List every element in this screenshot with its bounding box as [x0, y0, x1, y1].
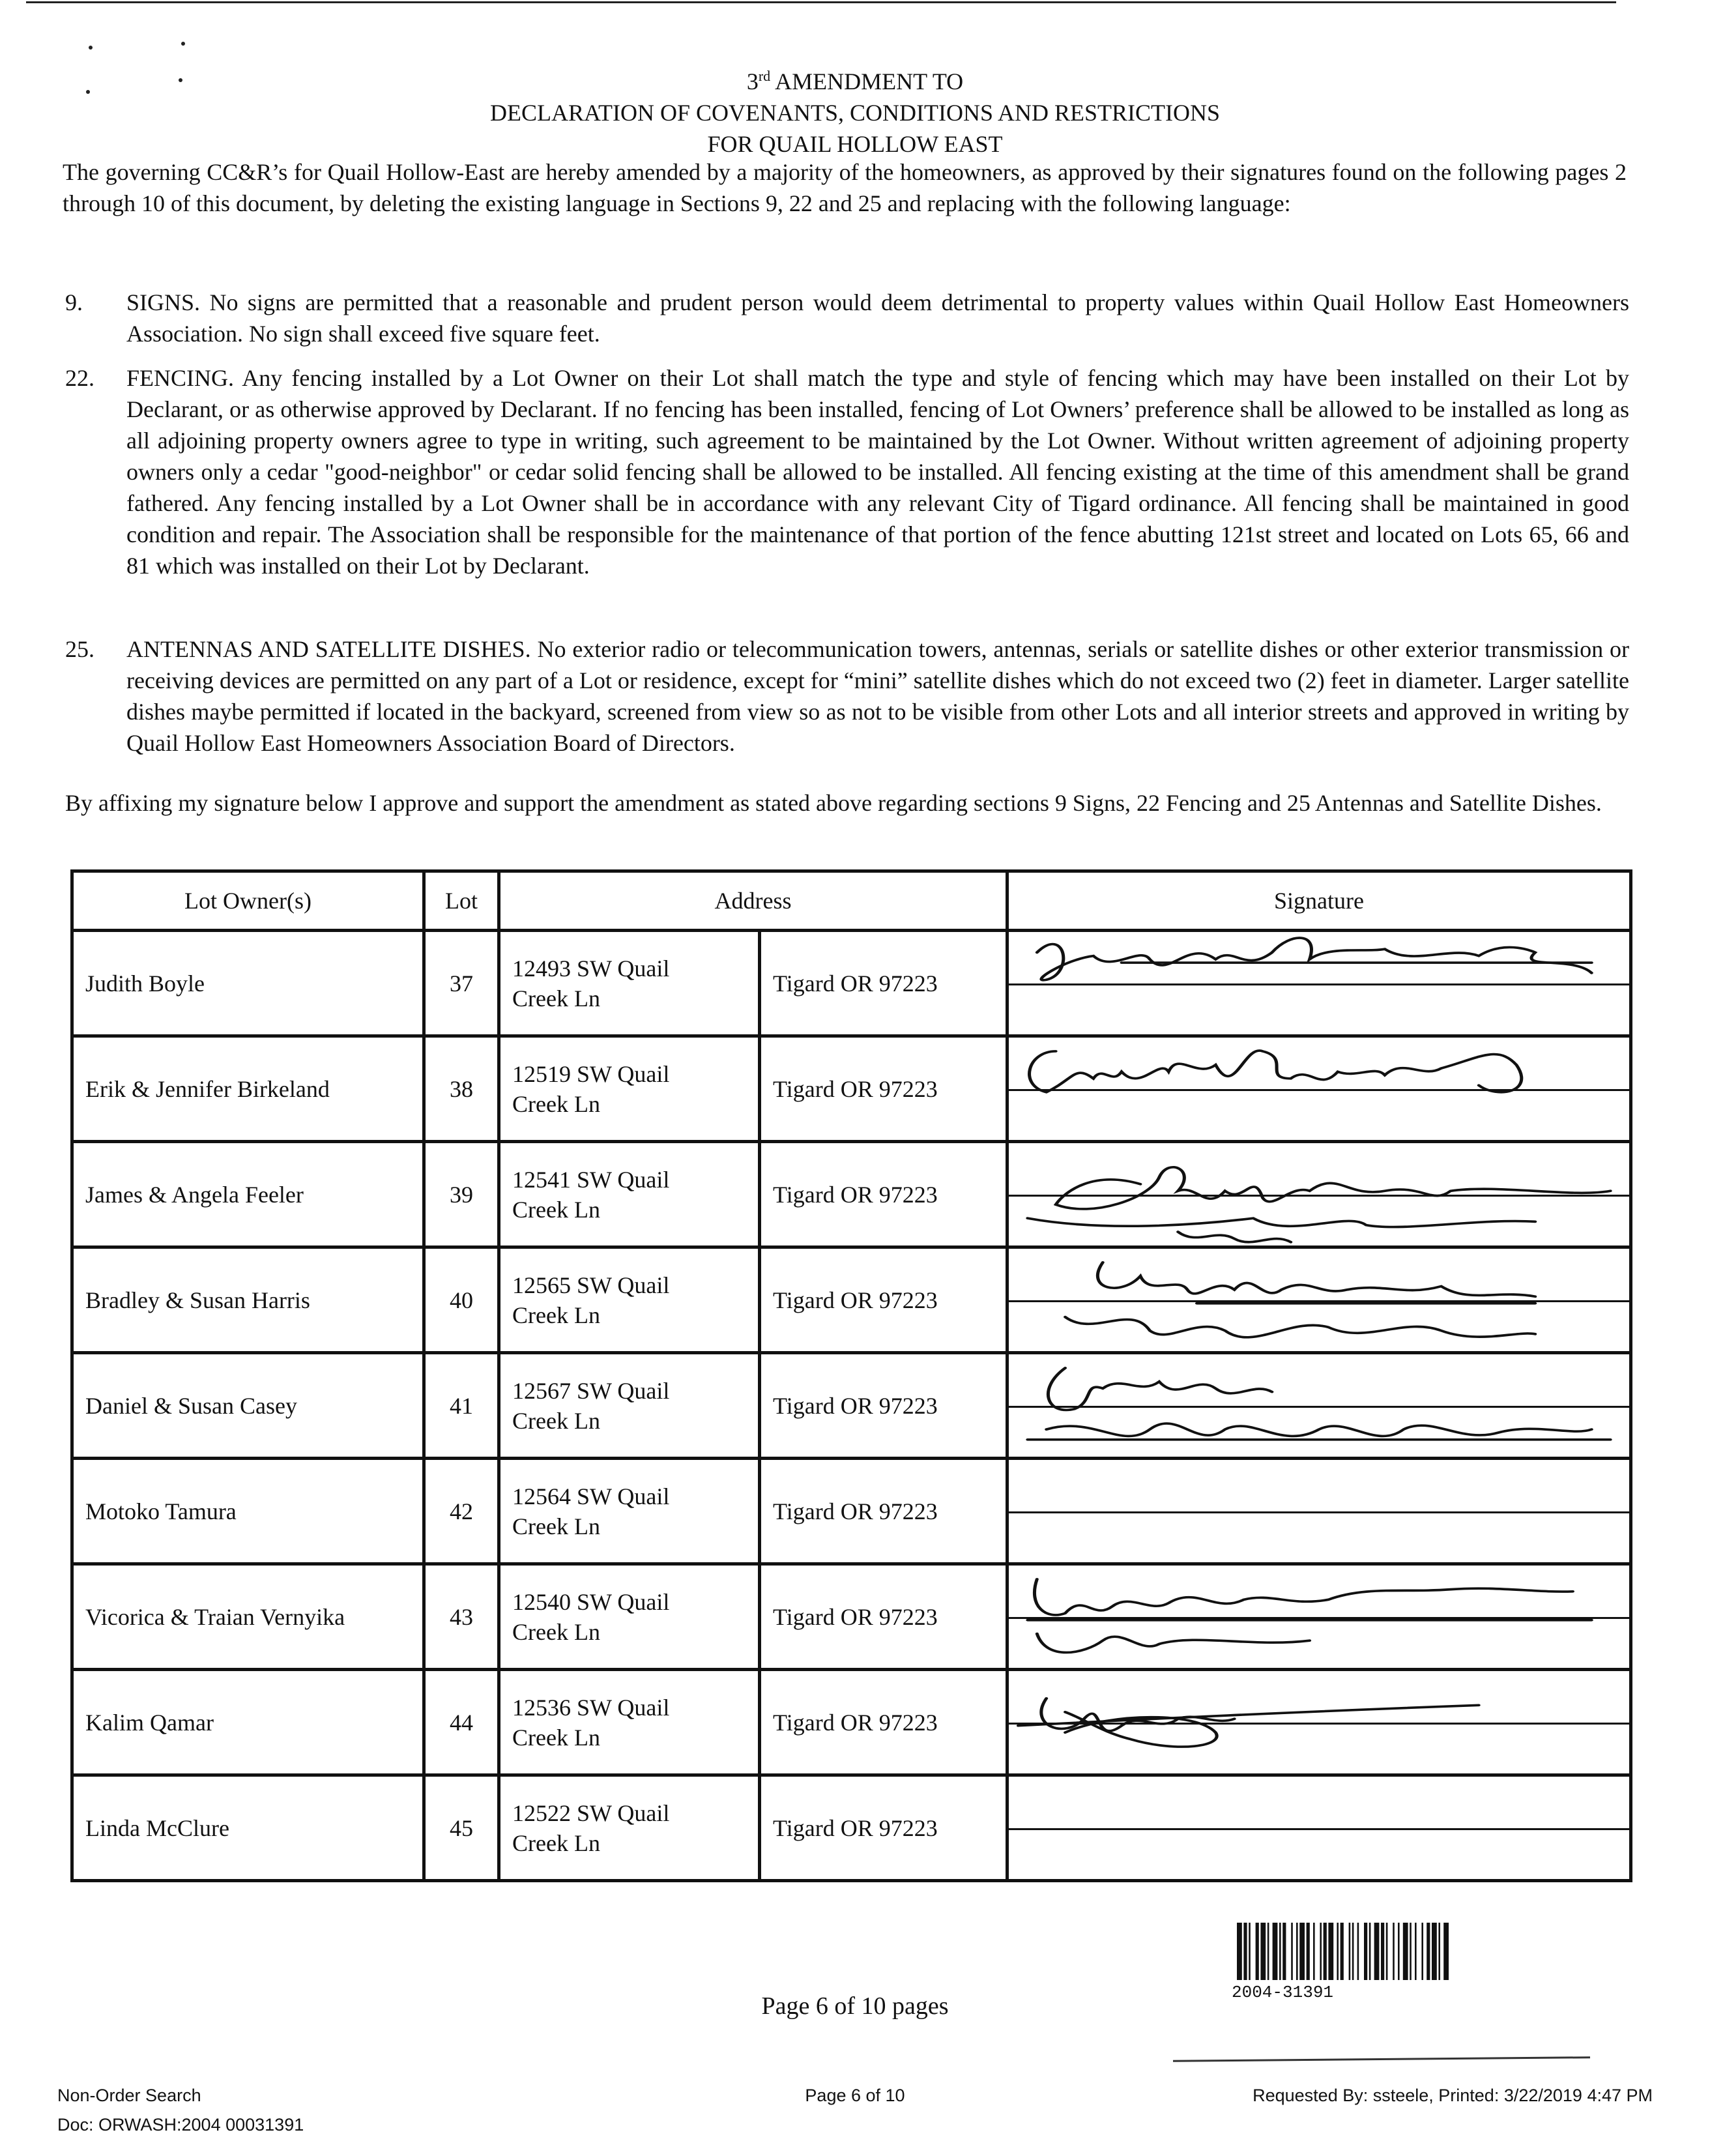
- table-row: [72, 1036, 1631, 1142]
- lot-number: 40: [424, 1247, 499, 1353]
- table-row: [72, 1670, 1631, 1775]
- barcode-bar: [1273, 1923, 1278, 1980]
- lot-number: 45: [424, 1775, 499, 1881]
- barcode-bar: [1349, 1923, 1351, 1980]
- barcode-bar: [1249, 1923, 1251, 1980]
- table-row: [72, 1142, 1631, 1247]
- barcode-bar: [1307, 1923, 1310, 1980]
- barcode-bar: [1299, 1923, 1305, 1980]
- barcode-bar: [1352, 1923, 1354, 1980]
- barcode-bar: [1279, 1923, 1281, 1980]
- affirmation-paragraph: By affixing my signature below I approve and support the amendment as stated above regarding sections 9 Signs, 22 Fencing and 25 Antennas and Satellite Dishes.: [65, 790, 1602, 816]
- scan-top-edge: [26, 1, 1616, 3]
- barcode-bar: [1369, 1923, 1371, 1980]
- barcode-bar: [1291, 1923, 1293, 1980]
- lot-number: 44: [424, 1670, 499, 1775]
- handwritten-signature: [1009, 1671, 1629, 1773]
- section-number: 9.: [65, 289, 83, 315]
- signature-cell[interactable]: [1007, 1247, 1631, 1353]
- footer-requested-by: Requested By: ssteele, Printed: 3/22/2019 4:47 PM: [1253, 2086, 1653, 2105]
- header-lot: Lot: [424, 871, 499, 931]
- header-signature: Signature: [1007, 871, 1631, 931]
- barcode-bar: [1324, 1923, 1327, 1980]
- barcode-bar: [1374, 1923, 1380, 1980]
- signature-line: [1009, 1511, 1629, 1513]
- barcode-bar: [1268, 1923, 1269, 1980]
- barcode-bar: [1410, 1923, 1412, 1980]
- owner-name: Kalim Qamar: [72, 1670, 424, 1775]
- barcode-bar: [1381, 1923, 1384, 1980]
- barcode-bar: [1282, 1923, 1286, 1980]
- barcode-bar: [1256, 1923, 1259, 1980]
- street-address: 12519 SW Quail Creek Ln: [499, 1036, 760, 1142]
- street-address: 12540 SW Quail Creek Ln: [499, 1564, 760, 1670]
- barcode-bar: [1421, 1923, 1423, 1980]
- handwritten-signature: [1009, 1249, 1629, 1351]
- city-state-zip: Tigard OR 97223: [760, 1564, 1007, 1670]
- barcode-bar: [1313, 1923, 1315, 1980]
- table-header-row: [72, 871, 1631, 931]
- barcode-bar: [1320, 1923, 1322, 1980]
- barcode-bar: [1393, 1923, 1395, 1980]
- owner-name: Judith Boyle: [72, 931, 424, 1036]
- table-row: [72, 1353, 1631, 1459]
- street-address: 12541 SW Quail Creek Ln: [499, 1142, 760, 1247]
- city-state-zip: Tigard OR 97223: [760, 1459, 1007, 1564]
- table-row: [72, 931, 1631, 1036]
- scan-speck: [89, 46, 93, 50]
- lot-number: 42: [424, 1459, 499, 1564]
- signature-cell[interactable]: [1007, 1036, 1631, 1142]
- barcode-bar: [1237, 1923, 1242, 1980]
- header-address: Address: [499, 871, 1007, 931]
- lot-number: 43: [424, 1564, 499, 1670]
- lot-number: 37: [424, 931, 499, 1036]
- table-row: [72, 1564, 1631, 1670]
- intro-paragraph: The governing CC&R’s for Quail Hollow-East are hereby amended by a majority of the homeowners, as approved by their signatures found on the following pages 2 through 10 of this document, by deleting the existing language in Sections 9, 22 and 25 and replacing with the following language:: [63, 159, 1627, 216]
- signature-cell[interactable]: [1007, 1670, 1631, 1775]
- doc-title-line3: FOR QUAIL HOLLOW EAST: [707, 131, 1003, 157]
- table-row: [72, 1247, 1631, 1353]
- barcode-bar: [1438, 1923, 1440, 1980]
- street-address: 12564 SW Quail Creek Ln: [499, 1459, 760, 1564]
- table-row: [72, 1459, 1631, 1564]
- owner-name: Linda McClure: [72, 1775, 424, 1881]
- lot-owner-signature-table: [70, 869, 1632, 1882]
- barcode-bar: [1415, 1923, 1417, 1980]
- barcode-bar: [1403, 1923, 1408, 1980]
- barcode-bar: [1427, 1923, 1430, 1980]
- signature-cell[interactable]: [1007, 1564, 1631, 1670]
- lot-number: 39: [424, 1142, 499, 1247]
- barcode-bar: [1432, 1923, 1437, 1980]
- city-state-zip: Tigard OR 97223: [760, 1775, 1007, 1881]
- barcode-bar: [1337, 1923, 1339, 1980]
- footer-doc-id: Doc: ORWASH:2004 00031391: [57, 2115, 304, 2134]
- signature-cell[interactable]: [1007, 1353, 1631, 1459]
- city-state-zip: Tigard OR 97223: [760, 1670, 1007, 1775]
- table-row: [72, 1775, 1631, 1881]
- footer-rule: [1173, 2056, 1590, 2062]
- doc-title-line2: DECLARATION OF COVENANTS, CONDITIONS AND RESTRICTIONS: [489, 100, 1221, 126]
- signature-line: [1009, 1828, 1629, 1830]
- owner-name: James & Angela Feeler: [72, 1142, 424, 1247]
- lot-number: 38: [424, 1036, 499, 1142]
- handwritten-signature: [1009, 1354, 1629, 1457]
- lot-number: 41: [424, 1353, 499, 1459]
- barcode-bar: [1364, 1923, 1367, 1980]
- section-text: ANTENNAS AND SATELLITE DISHES. No exterior radio or telecommunication towers, antennas, serials or satellite dishes or other exterior transmission or receiving devices are permitted on any part of a Lot or residence, except for “mini” satellite dishes which do not exceed two (2) feet in diameter. Larger satellite dishes maybe permitted if located in the backyard, screened from view so as not to be visible from other Lots and all interior streets and approved in writing by Quail Hollow East Homeowners Association Board of Directors.: [126, 636, 1629, 756]
- city-state-zip: Tigard OR 97223: [760, 1353, 1007, 1459]
- barcode-bar: [1328, 1923, 1333, 1980]
- owner-name: Motoko Tamura: [72, 1459, 424, 1564]
- handwritten-signature: [1009, 1566, 1629, 1668]
- barcode-bar: [1296, 1923, 1298, 1980]
- header-lot-owners: Lot Owner(s): [72, 871, 424, 931]
- barcode-bar: [1340, 1923, 1344, 1980]
- street-address: 12565 SW Quail Creek Ln: [499, 1247, 760, 1353]
- signature-cell[interactable]: [1007, 931, 1631, 1036]
- street-address: 12536 SW Quail Creek Ln: [499, 1670, 760, 1775]
- barcode-number: 2004-31391: [1232, 1983, 1334, 2002]
- signature-cell[interactable]: [1007, 1459, 1631, 1564]
- owner-name: Vicorica & Traian Vernyika: [72, 1564, 424, 1670]
- section-number: 25.: [65, 636, 94, 662]
- street-address: 12493 SW Quail Creek Ln: [499, 931, 760, 1036]
- page-number: Page 6 of 10 pages: [761, 1992, 949, 2020]
- footer-page: Page 6 of 10: [805, 2086, 905, 2105]
- owner-name: Bradley & Susan Harris: [72, 1247, 424, 1353]
- owner-name: Erik & Jennifer Birkeland: [72, 1036, 424, 1142]
- barcode: [1237, 1923, 1528, 1980]
- footer-search-type: Non-Order Search: [57, 2086, 201, 2105]
- owner-name: Daniel & Susan Casey: [72, 1353, 424, 1459]
- handwritten-signature: [1009, 932, 1629, 1034]
- section-number: 22.: [65, 365, 94, 391]
- city-state-zip: Tigard OR 97223: [760, 1247, 1007, 1353]
- signature-cell[interactable]: [1007, 1775, 1631, 1881]
- section-text: FENCING. Any fencing installed by a Lot Owner on their Lot shall match the type and style of fencing which may have been installed on their Lot by Declarant, or as otherwise approved by Declarant. If no fencing has been installed, fencing of Lot Owners’ preference shall be allowed to be installed as long as all adjoining property owners agree to type in writing, such agreement to be maintained by the Lot Owner. Without written agreement of adjoining property owners only a cedar "good-neighbor" or cedar solid fencing shall be allowed to be installed. All fencing existing at the time of this amendment shall be grand fathered. Any fencing installed by a Lot Owner shall be in accordance with any relevant City of Tigard ordinance. All fencing shall be maintained in good condition and repair. The Association shall be responsible for the maintenance of that portion of the fence abutting 121st street and located on Lots 65, 66 and 81 which was installed on their Lot by Declarant.: [126, 365, 1629, 579]
- scan-speck: [181, 42, 185, 46]
- handwritten-signature: [1009, 1038, 1629, 1140]
- barcode-bar: [1386, 1923, 1388, 1980]
- signature-cell[interactable]: [1007, 1142, 1631, 1247]
- city-state-zip: Tigard OR 97223: [760, 931, 1007, 1036]
- barcode-bar: [1260, 1923, 1266, 1980]
- street-address: 12567 SW Quail Creek Ln: [499, 1353, 760, 1459]
- doc-title-line1: 3rd AMENDMENT TO: [746, 68, 964, 95]
- section-text: SIGNS. No signs are permitted that a reasonable and prudent person would deem detrimental to property values within Quail Hollow East Homeowners Association. No sign shall exceed five square feet.: [126, 289, 1629, 347]
- city-state-zip: Tigard OR 97223: [760, 1142, 1007, 1247]
- handwritten-signature: [1009, 1143, 1629, 1246]
- city-state-zip: Tigard OR 97223: [760, 1036, 1007, 1142]
- barcode-bar: [1443, 1923, 1449, 1980]
- barcode-bar: [1357, 1923, 1359, 1980]
- barcode-bar: [1243, 1923, 1247, 1980]
- street-address: 12522 SW Quail Creek Ln: [499, 1775, 760, 1881]
- barcode-bar: [1398, 1923, 1400, 1980]
